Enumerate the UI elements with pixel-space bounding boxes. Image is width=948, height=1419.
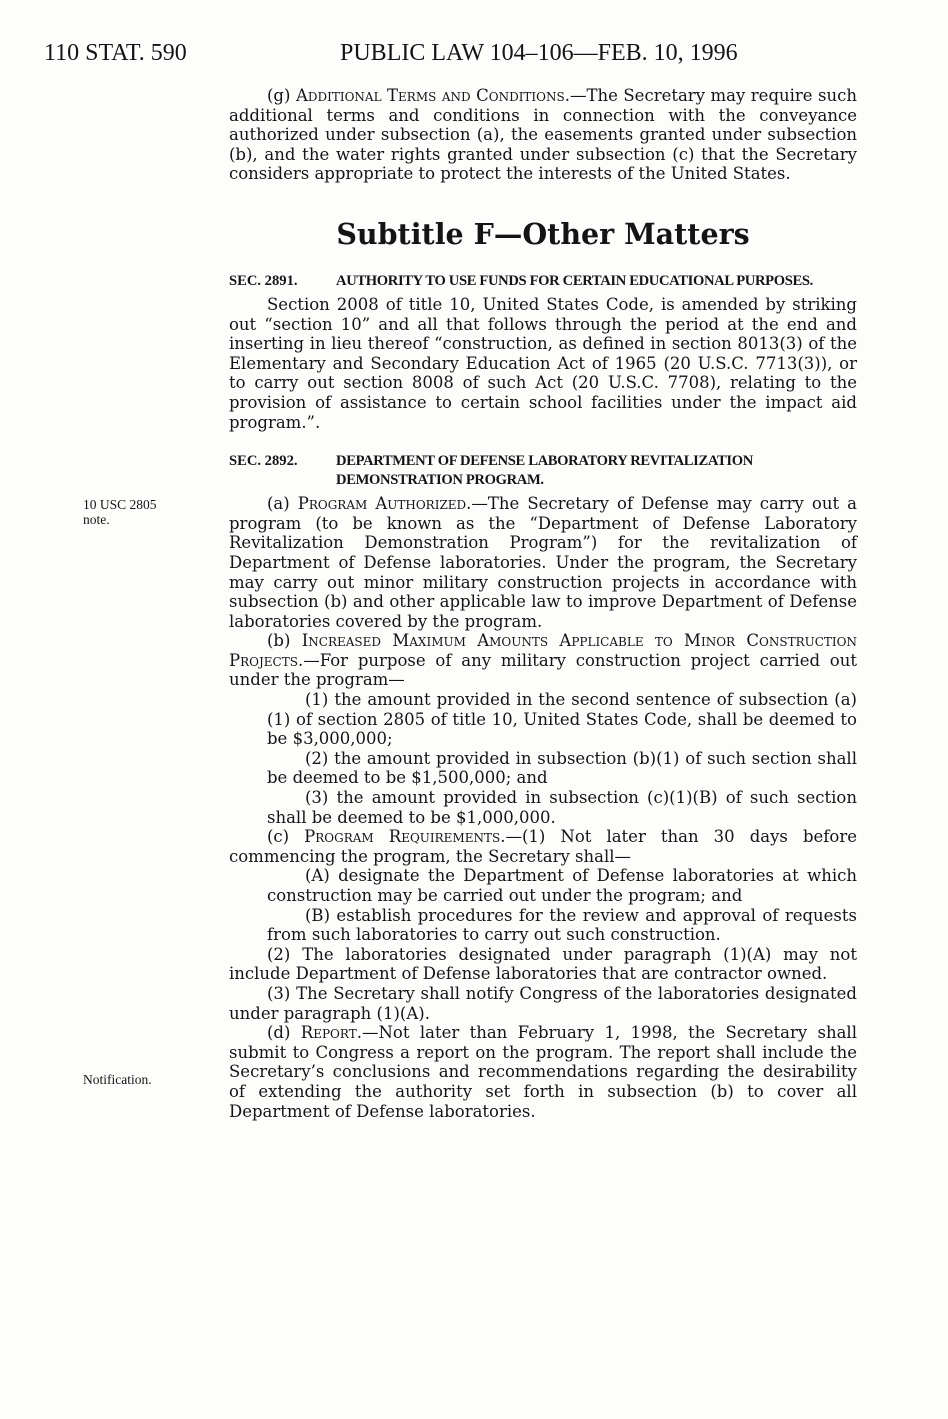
margin-note-notification: Notification. [83,1072,152,1087]
section-2891-heading [229,272,857,291]
subsection-b-text: .—For purpose of any military construction project carried out under the program— [229,650,857,690]
subsection-a-heading: Program Authorized [297,494,467,514]
subtitle-heading: Subtitle F—Other Matters [336,216,750,251]
subsection-g-text: .—The Secretary may require such additional terms and conditions in connection with the conveyance authorized under subsection (a), the easements granted under subsection (b), and the water rights granted under subsection (c) that the Secretary considers appropriate to protect the interests of the United States. [229,86,858,184]
subparagraph-c-a: (A) designate the Department of Defense laboratories at which construction may be carried out under the program; and [267,866,857,905]
subsection-g [229,86,857,184]
subsection-a [229,494,857,631]
section-2892-number: SEC. 2892. [229,453,298,470]
subsection-d-heading: Report [300,1023,357,1043]
margin-note-usc-line2: note. [83,512,110,527]
subsection-g-heading: Additional Terms and Conditions [295,86,565,105]
running-header [44,40,752,66]
subparagraph-c-b: (B) establish procedures for the review and approval of requests from such laboratories to carry out such construction. [267,905,857,945]
paragraph-b3: (3) the amount provided in subsection (c)(1)(B) of such section shall be deemed to be $1,000,000. [267,788,857,827]
subsection-b-heading: Increased Maximum Amounts Applicable to Minor Construction Projects [229,631,857,670]
subsection-b-label: (b) [267,631,302,651]
margin-note-usc [83,497,203,527]
subsection-c [229,827,857,866]
page-body [229,86,857,1121]
section-2892-title: DEPARTMENT OF DEFENSE LABORATORY REVITALIZATION DEMONSTRATION PROGRAM. [336,453,753,489]
section-2891-number: SEC. 2891. [229,272,298,289]
subsection-b [229,631,857,690]
page-reference: 110 STAT. 590 [44,40,187,66]
section-2891-title: AUTHORITY TO USE FUNDS FOR CERTAIN EDUCATIONAL PURPOSES. [336,272,813,289]
margin-note-usc-line1: 10 USC 2805 [83,497,157,512]
subsection-c-label: (c) [267,827,305,847]
subsection-g-label: (g) [267,86,296,105]
paragraph-c2: (2) The laboratories designated under paragraph (1)(A) may not include Department of Defense laboratories that are contractor owned. [229,944,857,984]
subsection-d [229,1023,857,1121]
public-law-reference: PUBLIC LAW 104–106—FEB. 10, 1996 [340,40,738,66]
subsection-a-text: .—The Secretary of Defense may carry out a program (to be known as the “Department of Defense Laboratory Revitalization Demonstration Program”) for the revitalization of Department of Defense laboratories. Under the program, the Secretary may carry out minor military construction projects in accordance with subsection (b) and other applicable law to improve Department of Defense laboratories covered by the program. [229,494,857,631]
section-2892-heading [229,452,857,490]
paragraph-b2: (2) the amount provided in subsection (b)(1) of such section shall be deemed to be $1,500,000; and [267,748,857,788]
section-2891-text: Section 2008 of title 10, United States Code, is amended by striking out “section 10” and all that follows through the period at the end and inserting in lieu thereof “construction, as defined in section 8013(3) of the Elementary and Secondary Education Act of 1965 (20 U.S.C. 7713(3)), or to carry out section 8008 of such Act (20 U.S.C. 7708), relating to the provision of assistance to certain school facilities under the impact aid program.”. [229,294,857,432]
subsection-c-text: .—(1) Not later than 30 days before commencing the program, the Secretary shall— [229,827,857,866]
subsection-d-label: (d) [267,1023,301,1043]
paragraph-b1: (1) the amount provided in the second sentence of subsection (a)(1) of section 2805 of title 10, United States Code, shall be deemed to be $3,000,000; [267,690,857,749]
subsection-d-text: .—Not later than February 1, 1998, the Secretary shall submit to Congress a report on the program. The report shall include the Secretary’s conclusions and recommendations regarding the desirability of extending the authority set forth in subsection (b) to cover all Department of Defense laboratories. [229,1023,857,1121]
subsection-c-heading: Program Requirements [304,827,501,847]
subsection-a-label: (a) [267,494,298,514]
paragraph-c3: (3) The Secretary shall notify Congress of the laboratories designated under paragraph (1)(A). [229,983,857,1023]
